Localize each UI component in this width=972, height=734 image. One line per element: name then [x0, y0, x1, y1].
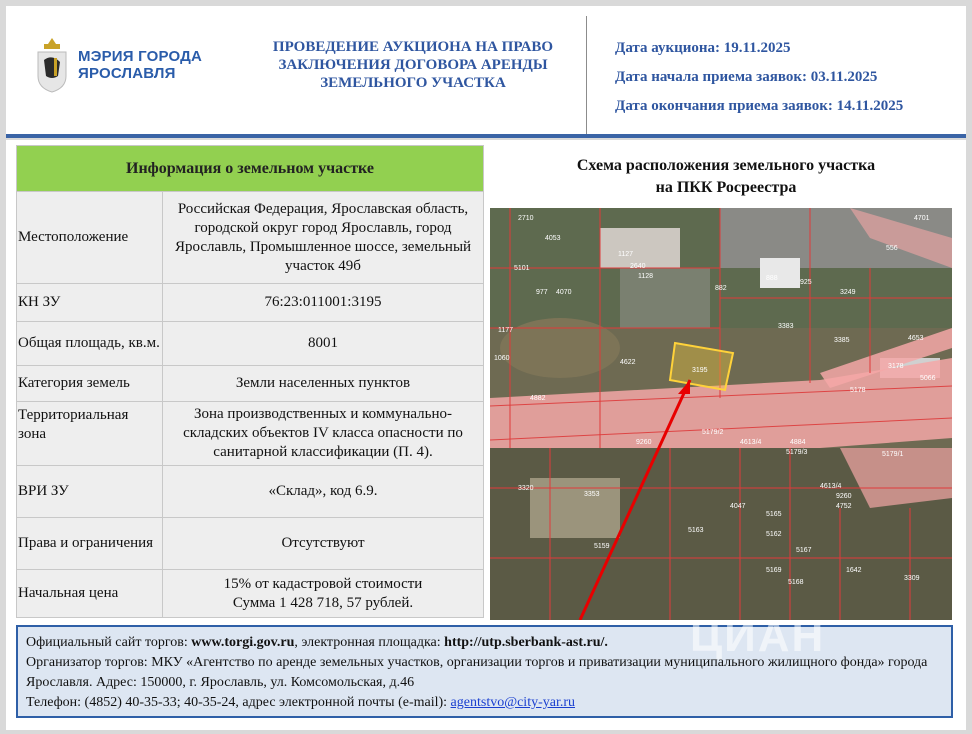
cadastral-number-label: 888 [766, 275, 778, 282]
cadastral-number-label: 1642 [846, 567, 862, 574]
cadastral-number-label: 5179/2 [702, 429, 724, 436]
price-line2: Сумма 1 428 718, 57 рублей. [232, 594, 414, 611]
cadastral-number-label: 4884 [790, 439, 806, 446]
table-row [17, 284, 484, 322]
coat-of-arms-icon [34, 36, 70, 94]
row-value: 76:23:011001:3195 [163, 284, 484, 322]
map-title-line1: Схема расположения земельного участка [576, 157, 876, 174]
row-value: Российская Федерация, Ярославская область, городской округ город Ярославль, город Ярославль, Промышленное шоссе, земельный участок 49б [163, 192, 484, 284]
table-heading: Информация о земельном участке [17, 146, 484, 192]
header-bottom-bar [6, 134, 966, 138]
table-row [17, 192, 484, 284]
map-title-line2: на ПКК Росреестра [655, 179, 797, 196]
phone-text: Телефон: (4852) 40-35-33; 40-35-24, адрес электронной почты (e-mail): [26, 695, 451, 710]
cadastral-number-label: 925 [800, 279, 812, 286]
cadastral-number-label: 882 [715, 285, 727, 292]
row-label: Местоположение [17, 192, 163, 284]
cadastral-number-label: 9260 [636, 439, 652, 446]
row-label: КН ЗУ [17, 284, 163, 322]
row-value [163, 570, 484, 618]
cadastral-number-label: 5101 [514, 265, 530, 272]
cadastral-number-label: 5159 [594, 543, 610, 550]
cadastral-number-label: 4752 [836, 503, 852, 510]
platform-label: , электронная площадка: [294, 635, 445, 650]
cadastral-number-label: 5167 [796, 547, 812, 554]
cadastral-number-label: 1060 [494, 355, 510, 362]
cadastral-number-label: 4653 [908, 335, 924, 342]
cadastral-number-label: 3353 [584, 491, 600, 498]
cadastral-number-label: 4070 [556, 289, 572, 296]
cadastral-number-label: 4613/4 [740, 439, 762, 446]
cadastral-number-label: 2640 [630, 263, 646, 270]
cadastral-number-label: 5178 [850, 387, 866, 394]
price-line1: 15% от кадастровой стоимости [223, 575, 423, 592]
row-label: Права и ограничения [17, 518, 163, 570]
logo-text-line2: ЯРОСЛАВЛЯ [78, 65, 176, 82]
cadastral-number-label: 4613/4 [820, 483, 842, 490]
cadastral-number-label: 3320 [518, 485, 534, 492]
table-row [17, 402, 484, 466]
row-label: Начальная цена [17, 570, 163, 618]
logo-text-line1: МЭРИЯ ГОРОДА [78, 48, 203, 65]
table-row [17, 518, 484, 570]
map-image [490, 208, 952, 620]
row-label: ВРИ ЗУ [17, 466, 163, 518]
row-value: Зона производственных и коммунально-складских объектов IV класса опасности по санитарной классификации (П. 4). [163, 402, 484, 466]
cadastral-number-label: 1128 [638, 273, 654, 280]
table-row [17, 322, 484, 366]
row-value: «Склад», код 6.9. [163, 466, 484, 518]
cadastral-number-label: 977 [536, 289, 548, 296]
cadastral-number-label: 5168 [788, 579, 804, 586]
applications-end-date: Дата окончания приема заявок: 14.11.2025 [615, 98, 904, 114]
cadastral-number-label: 4047 [730, 503, 746, 510]
row-label: Категория земель [17, 366, 163, 402]
cadastral-number-label: 3178 [888, 363, 904, 370]
table-row [17, 570, 484, 618]
sberbank-platform-link[interactable]: http://utp.sberbank-ast.ru/. [444, 635, 608, 650]
cadastral-number-label: 9260 [836, 493, 852, 500]
footer-line-phone [26, 693, 943, 713]
row-value: Отсутствуют [163, 518, 484, 570]
map-title [492, 155, 960, 199]
cadastral-number-label: 1177 [498, 327, 514, 334]
cadastral-map[interactable] [490, 208, 952, 620]
cadastral-number-label: 3383 [778, 323, 794, 330]
auction-dates [615, 38, 903, 125]
cadastral-number-label: 4053 [545, 235, 561, 242]
auction-date: Дата аукциона: 19.11.2025 [615, 40, 791, 56]
row-label: Общая площадь, кв.м. [17, 322, 163, 366]
table-row [17, 466, 484, 518]
cadastral-number-label: 5165 [766, 511, 782, 518]
page-title: ПРОВЕДЕНИЕ АУКЦИОНА НА ПРАВО ЗАКЛЮЧЕНИЯ ДОГОВОРА АРЕНДЫ ЗЕМЕЛЬНОГО УЧАСТКА [272, 39, 554, 91]
cadastral-number-label: 5066 [920, 375, 936, 382]
cadastral-number-label: 3249 [840, 289, 856, 296]
email-link[interactable]: agentstvo@city-yar.ru [450, 695, 576, 710]
cadastral-number-label: 3309 [904, 575, 920, 582]
land-info-table [16, 145, 484, 618]
row-value: 8001 [163, 322, 484, 366]
cadastral-number-label: 5179/1 [882, 451, 904, 458]
cadastral-number-label: 5179/3 [786, 449, 808, 456]
cadastral-number-label: 5163 [688, 527, 704, 534]
cadastral-number-label: 5169 [766, 567, 782, 574]
cadastral-number-label: 4622 [620, 359, 636, 366]
torgi-site-link[interactable]: www.torgi.gov.ru [191, 635, 295, 650]
cadastral-number-label: 4882 [530, 395, 546, 402]
cadastral-number-label: 4701 [914, 215, 930, 222]
row-label: Территориальная зона [17, 402, 163, 466]
logo-text [78, 48, 202, 82]
organizer-text: Организатор торгов: МКУ «Агентство по аренде земельных участков, организации торгов и приватизации муниципального жилищного фонда» города Ярославля. Адрес: 150000, г. Ярославль, ул. Комсомольская, д.46 [26, 655, 928, 690]
header-divider [586, 16, 587, 136]
table-row [17, 366, 484, 402]
parcel-label: 3195 [692, 367, 708, 374]
cadastral-number-label: 5162 [766, 531, 782, 538]
row-value: Земли населенных пунктов [163, 366, 484, 402]
cadastral-number-label: 2710 [518, 215, 534, 222]
applications-start-date: Дата начала приема заявок: 03.11.2025 [615, 69, 878, 85]
cadastral-number-label: 1127 [618, 251, 634, 258]
watermark-logo: ЦИАН [690, 612, 826, 661]
logo [34, 36, 202, 94]
site-label: Официальный сайт торгов: [26, 635, 192, 650]
cadastral-number-label: 3385 [834, 337, 850, 344]
cadastral-number-label: 556 [886, 245, 898, 252]
